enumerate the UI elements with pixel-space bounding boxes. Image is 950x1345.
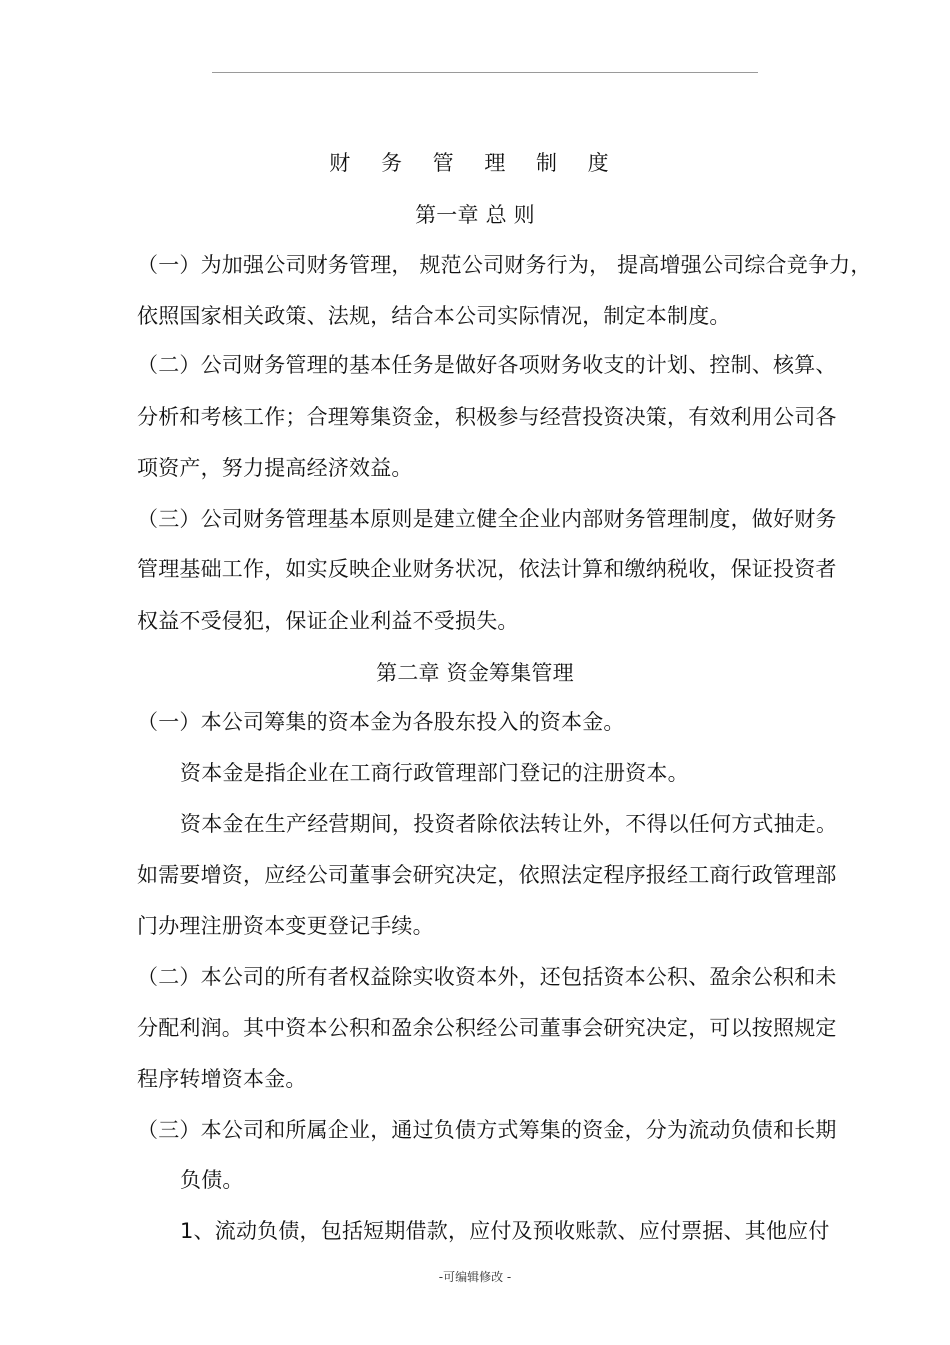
document-title: 财 务 管 理 制 度 (329, 151, 621, 175)
paragraph-line: （三）本公司和所属企业，通过负债方式筹集的资金，分为流动负债和长期 (137, 1118, 837, 1142)
paragraph-line: 权益不受侵犯，保证企业利益不受损失。 (137, 609, 519, 633)
header-rule (212, 72, 758, 73)
paragraph-line: 项资产，努力提高经济效益。 (137, 456, 413, 480)
paragraph-line: 负债。 (180, 1168, 244, 1192)
paragraph-line: 分析和考核工作；合理筹集资金，积极参与经营投资决策，有效利用公司各 (137, 405, 837, 429)
paragraph-line: （一）为加强公司财务管理， 规范公司财务行为， 提高增强公司综合竞争力， (137, 253, 872, 277)
chapter-1-heading: 第一章 总 则 (415, 203, 535, 227)
paragraph-line: （二）本公司的所有者权益除实收资本外，还包括资本公积、盈余公积和未 (137, 965, 837, 989)
paragraph-line: 管理基础工作，如实反映企业财务状况，依法计算和缴纳税收，保证投资者 (137, 557, 837, 581)
paragraph-line: 依照国家相关政策、法规，结合本公司实际情况，制定本制度。 (137, 304, 731, 328)
paragraph-line: 如需要增资，应经公司董事会研究决定，依照法定程序报经工商行政管理部 (137, 863, 837, 887)
page-footer: -可编辑修改 - (438, 1270, 512, 1284)
paragraph-line: 1、流动负债，包括短期借款，应付及预收账款、应付票据、其他应付 (180, 1219, 830, 1243)
paragraph-line: 门办理注册资本变更登记手续。 (137, 914, 434, 938)
paragraph-line: （一）本公司筹集的资本金为各股东投入的资本金。 (137, 710, 625, 734)
paragraph-line: 资本金是指企业在工商行政管理部门登记的注册资本。 (180, 761, 689, 785)
paragraph-line: （二）公司财务管理的基本任务是做好各项财务收支的计划、控制、核算、 (137, 353, 837, 377)
paragraph-line: 程序转增资本金。 (137, 1067, 307, 1091)
paragraph-line: 分配利润。其中资本公积和盈余公积经公司董事会研究决定，可以按照规定 (137, 1016, 837, 1040)
paragraph-line: 资本金在生产经营期间，投资者除依法转让外，不得以任何方式抽走。 (180, 812, 838, 836)
chapter-2-heading: 第二章 资金筹集管理 (376, 661, 574, 685)
paragraph-line: （三）公司财务管理基本原则是建立健全企业内部财务管理制度，做好财务 (137, 507, 837, 531)
